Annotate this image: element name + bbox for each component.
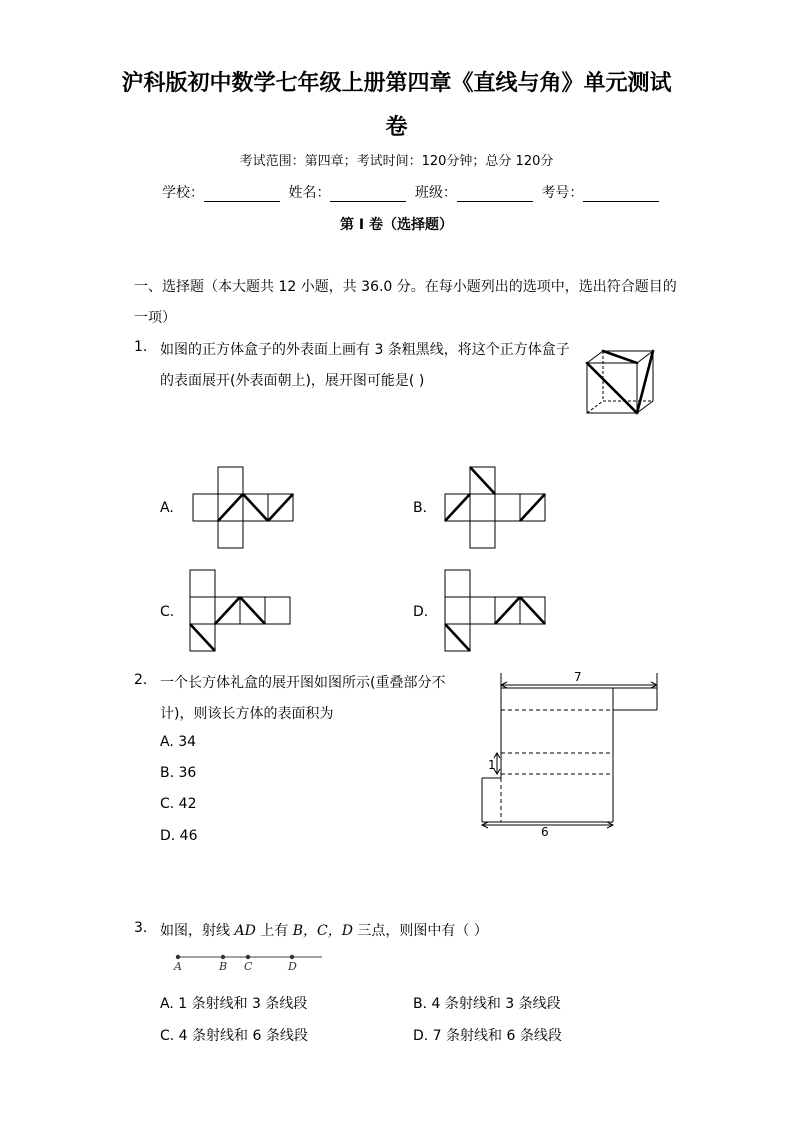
q1-option-b-label[interactable]: B. bbox=[413, 500, 428, 516]
class-label: 班级： bbox=[414, 185, 457, 201]
q3-text-post: 三点，则图中有（ ） bbox=[352, 923, 488, 939]
q1-text-continued: 的表面展开(外表面朝上)，展开图可能是( ) bbox=[160, 373, 425, 389]
q3-text bbox=[160, 920, 488, 940]
q3-label-c: C bbox=[244, 960, 253, 973]
page-title-continued: 卷 bbox=[385, 115, 408, 140]
q3-label-b: B bbox=[219, 960, 228, 973]
q3-option-a[interactable]: A. 1 条射线和 3 条线段 bbox=[160, 996, 308, 1012]
q2-number: 2. bbox=[134, 672, 148, 688]
q1-option-a-label[interactable]: A. bbox=[160, 500, 174, 516]
q2-label-top: 7 bbox=[574, 670, 582, 684]
point-c bbox=[246, 955, 250, 959]
exam-info: 考试范围：第四章；考试时间：120分钟；总分 120分 bbox=[239, 154, 554, 169]
q2-box-net-figure bbox=[480, 670, 660, 840]
q3-option-c[interactable]: C. 4 条射线和 6 条线段 bbox=[160, 1028, 308, 1044]
q1-option-a-net[interactable] bbox=[193, 467, 293, 549]
q3-label-a: A bbox=[174, 960, 182, 973]
q2-option-b[interactable]: B. 36 bbox=[160, 765, 197, 781]
q3-option-d[interactable]: D. 7 条射线和 6 条线段 bbox=[413, 1028, 562, 1044]
q2-label-bottom: 6 bbox=[541, 825, 549, 839]
q2-option-c[interactable]: C. 42 bbox=[160, 796, 197, 812]
q3-option-b[interactable]: B. 4 条射线和 3 条线段 bbox=[413, 996, 561, 1012]
q1-option-b-net[interactable] bbox=[445, 467, 545, 549]
exam-number-blank[interactable] bbox=[583, 187, 659, 202]
name-label: 姓名： bbox=[288, 185, 331, 201]
name-blank[interactable] bbox=[330, 187, 406, 202]
exam-number-label: 考号： bbox=[541, 185, 584, 201]
q2-option-d[interactable]: D. 46 bbox=[160, 828, 198, 844]
q2-label-side: 1 bbox=[488, 758, 496, 772]
q2-text-continued: 计)，则该长方体的表面积为 bbox=[160, 706, 334, 722]
q3-ray-name: AD bbox=[234, 923, 256, 939]
point-d bbox=[290, 955, 294, 959]
q1-text: 如图的正方体盒子的外表面上画有 3 条粗黑线，将这个正方体盒子 bbox=[160, 342, 570, 358]
q3-points: B，C，D bbox=[292, 923, 353, 939]
q2-option-a[interactable]: A. 34 bbox=[160, 734, 197, 750]
q2-text: 一个长方体礼盒的展开图如图所示(重叠部分不 bbox=[160, 675, 446, 691]
volume-heading: 第 I 卷（选择题） bbox=[340, 217, 453, 233]
q3-number: 3. bbox=[134, 920, 148, 936]
q3-text-mid: 上有 bbox=[255, 923, 293, 939]
student-info-row bbox=[162, 182, 663, 202]
section-heading: 一、选择题（本大题共 12 小题，共 36.0 分。在每小题列出的选项中，选出符合题目的 bbox=[134, 279, 677, 295]
class-blank[interactable] bbox=[457, 187, 533, 202]
school-label: 学校： bbox=[162, 185, 204, 201]
q1-option-d-label[interactable]: D. bbox=[413, 604, 429, 620]
q1-option-c-net[interactable] bbox=[190, 570, 290, 652]
q3-label-d: D bbox=[288, 960, 297, 973]
q1-option-d-net[interactable] bbox=[445, 570, 545, 652]
page-title: 沪科版初中数学七年级上册第四章《直线与角》单元测试 bbox=[121, 71, 672, 96]
point-a bbox=[176, 955, 180, 959]
q3-text-pre: 如图，射线 bbox=[160, 923, 235, 939]
point-b bbox=[221, 955, 225, 959]
q1-option-c-label[interactable]: C. bbox=[160, 604, 175, 620]
q1-number: 1. bbox=[134, 339, 148, 355]
q1-cube-figure bbox=[587, 351, 655, 415]
school-blank[interactable] bbox=[204, 187, 280, 202]
section-heading-continued: 一项） bbox=[134, 310, 176, 326]
